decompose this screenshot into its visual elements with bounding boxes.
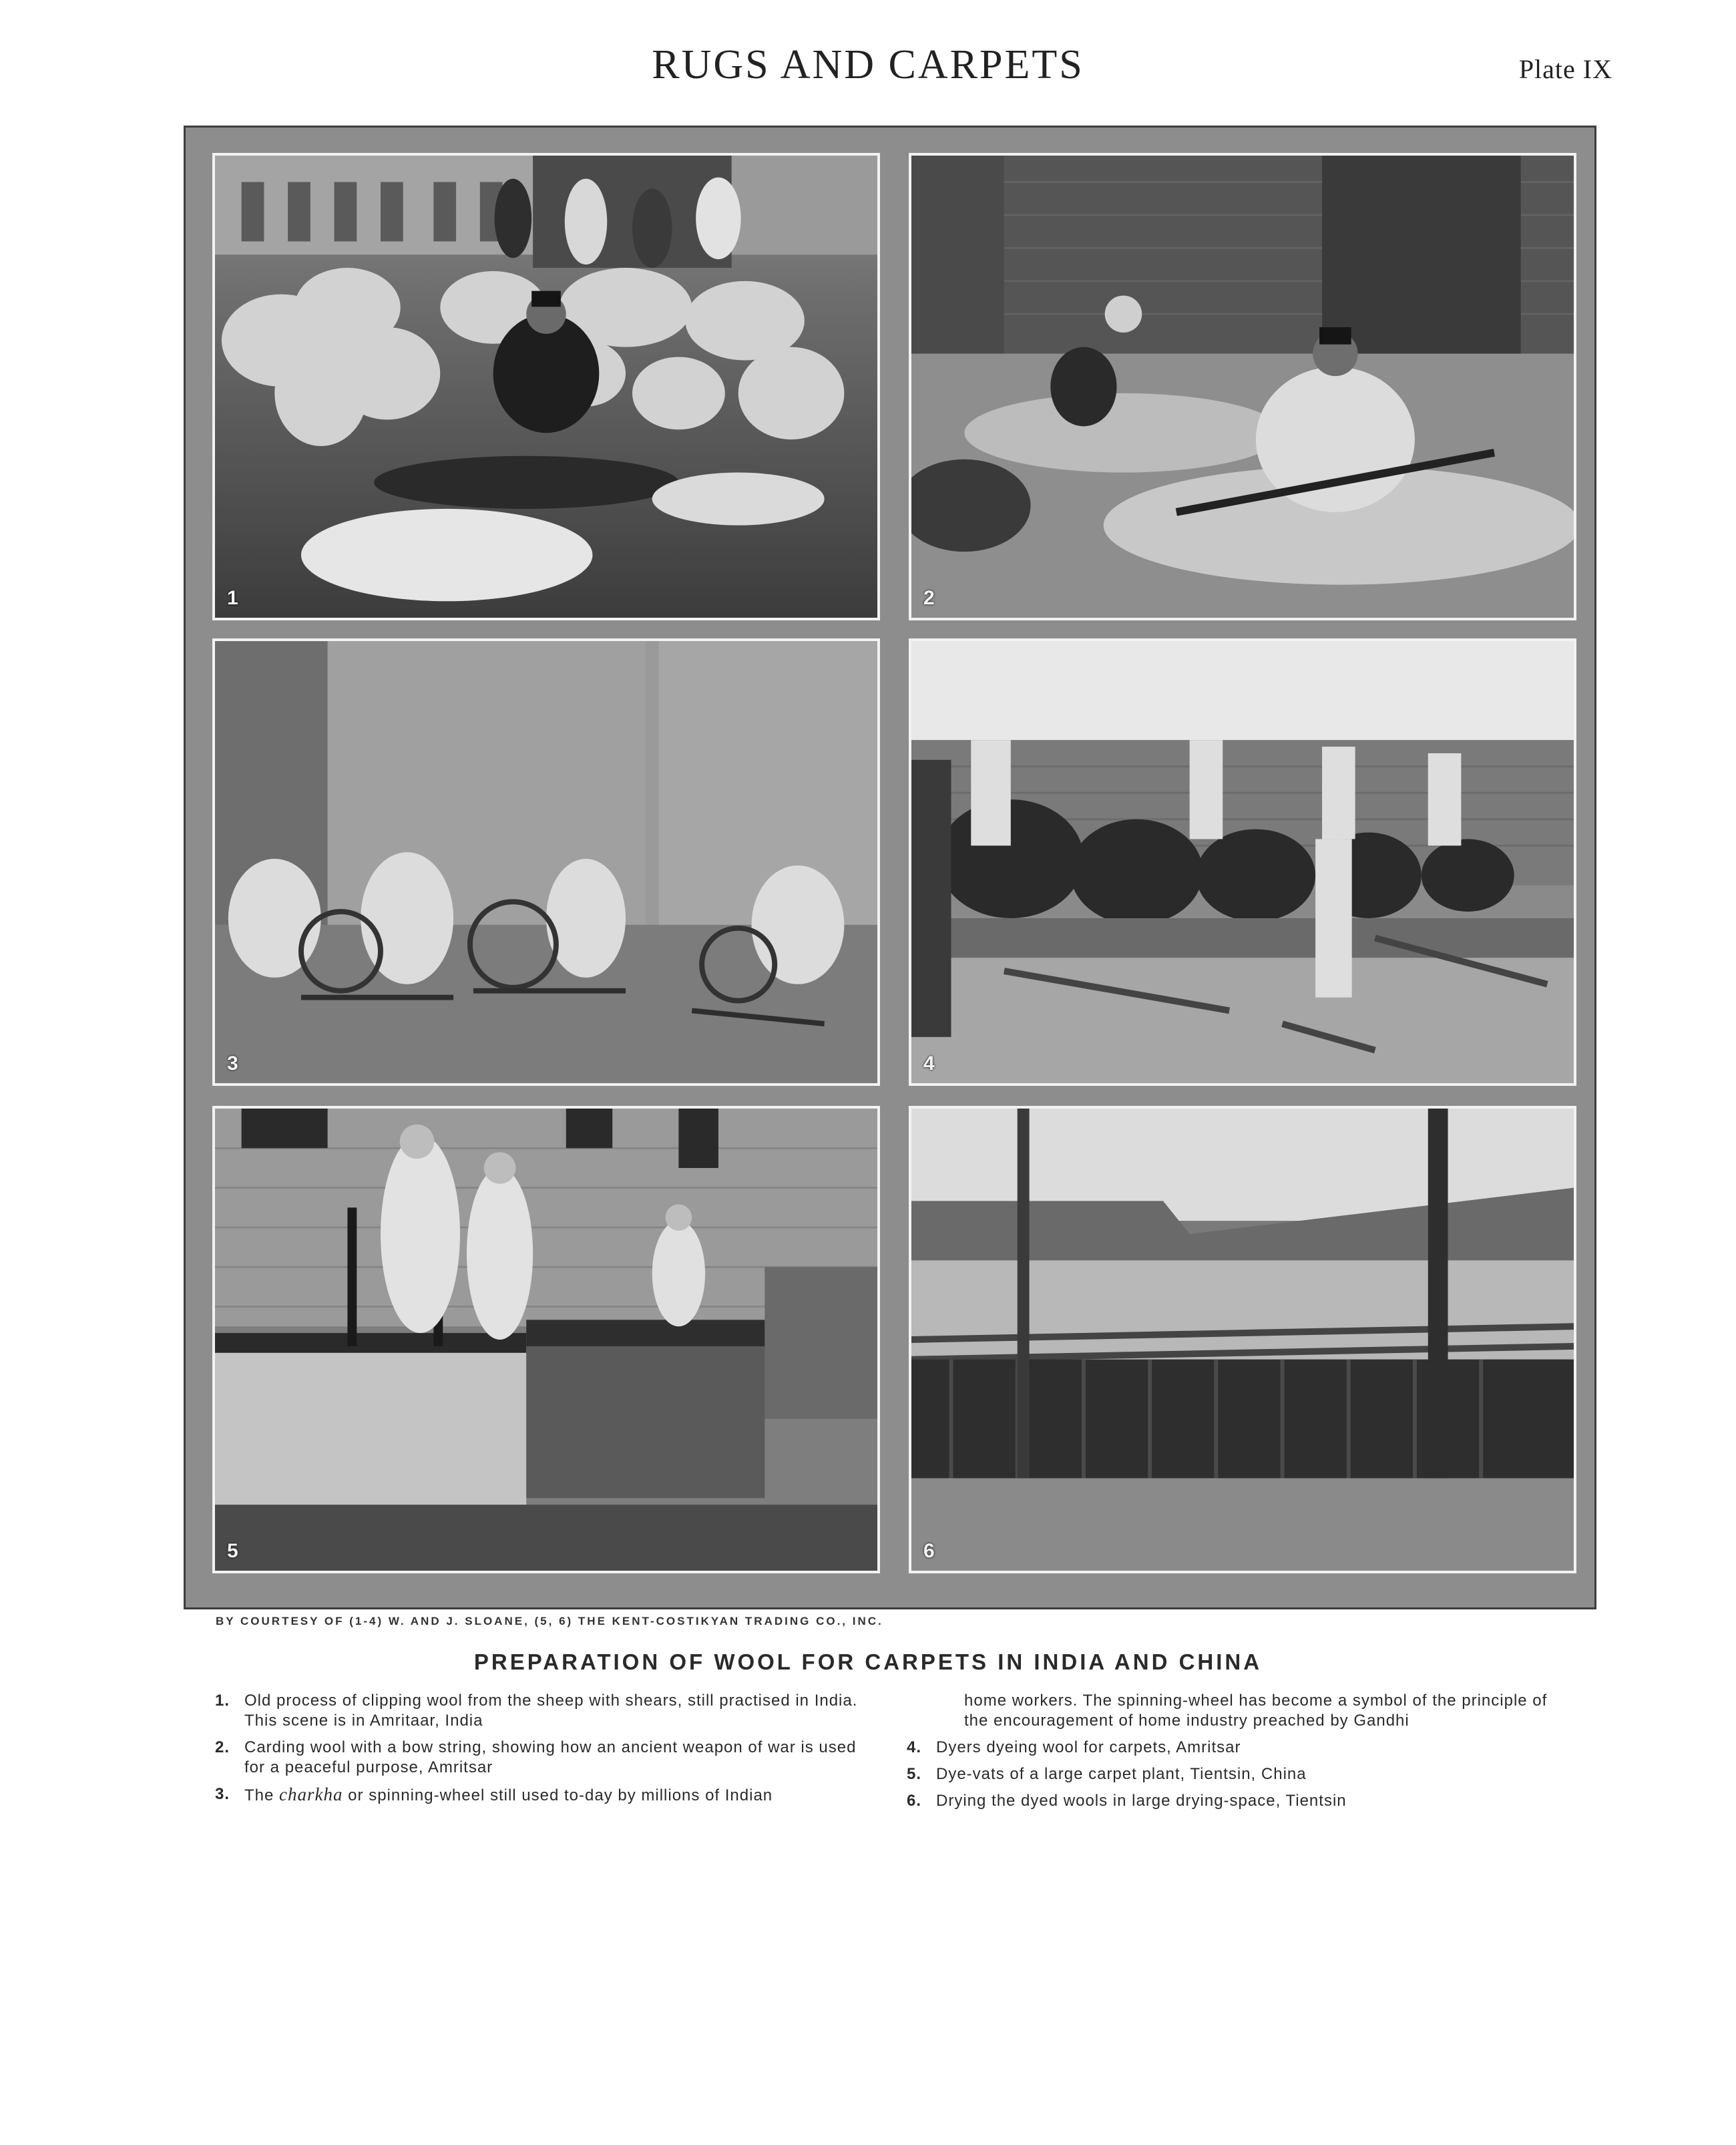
caption-column-left [215, 1691, 866, 1812]
caption-text: Drying the dyed wools in large drying-space, Tientsin [936, 1792, 1347, 1810]
wool-carding-photo [911, 156, 1574, 618]
photo-1 [212, 153, 880, 620]
plate-label: Plate IX [1518, 54, 1612, 84]
photo-number: 4 [923, 1052, 935, 1075]
photo-number: 6 [923, 1540, 935, 1562]
caption-item-3 [215, 1784, 866, 1806]
photo-5 [212, 1106, 880, 1573]
caption-text: Carding wool with a bow string, showing how an ancient weapon of war is used for a peaceful purpose, Amritsar [244, 1738, 857, 1776]
photo-3 [212, 638, 880, 1086]
caption-number: 1. [215, 1692, 230, 1710]
page-title: RUGS AND CARPETS [652, 42, 1084, 87]
drying-wool-photo [911, 1109, 1574, 1571]
caption-continuation: home workers. The spinning-wheel has become a symbol of the principle of the encouragement of home industry preached by Gandhi [964, 1692, 1548, 1730]
photo-2 [909, 153, 1576, 620]
photo-number: 1 [227, 587, 238, 609]
sheep-shearing-photo [215, 156, 877, 618]
caption-number: 2. [215, 1738, 230, 1756]
caption-text-start: The [244, 1786, 280, 1804]
photo-number: 5 [227, 1540, 238, 1562]
caption-italic-term: charkha [279, 1784, 343, 1804]
caption-item-5 [907, 1764, 1574, 1784]
caption-number: 4. [907, 1738, 922, 1756]
caption-number: 5. [907, 1765, 922, 1783]
caption-item-6 [907, 1791, 1574, 1811]
caption-text: Dye-vats of a large carpet plant, Tientsin, China [936, 1765, 1307, 1783]
dye-vats-plant-photo [215, 1109, 877, 1571]
caption-item-4 [907, 1738, 1574, 1758]
caption-column-right [907, 1691, 1574, 1818]
caption-number: 3. [215, 1785, 230, 1803]
caption-text-end: or spinning-wheel still used to-day by millions of Indian [343, 1786, 773, 1804]
photo-6 [909, 1106, 1576, 1573]
photo-credit: BY COURTESY OF (1-4) W. AND J. SLOANE, (5, 6) THE KENT-COSTIKYAN TRADING CO., INC. [216, 1615, 883, 1627]
caption-item-1 [215, 1691, 866, 1731]
photo-number: 3 [227, 1052, 238, 1075]
caption-text: Dyers dyeing wool for carpets, Amritsar [936, 1738, 1241, 1756]
caption-number: 6. [907, 1792, 922, 1810]
caption-heading: PREPARATION OF WOOL FOR CARPETS IN INDIA AND CHINA [473, 1649, 1263, 1674]
photo-number: 2 [923, 587, 935, 609]
caption-item-2 [215, 1738, 866, 1778]
photo-plate [184, 126, 1596, 1609]
spinning-wheel-photo [215, 641, 877, 1083]
photo-4 [909, 638, 1576, 1086]
caption-text: Old process of clipping wool from the sheep with shears, still practised in India. This scene is in Amritaar, India [244, 1692, 858, 1730]
dyeing-vats-photo [911, 641, 1574, 1083]
